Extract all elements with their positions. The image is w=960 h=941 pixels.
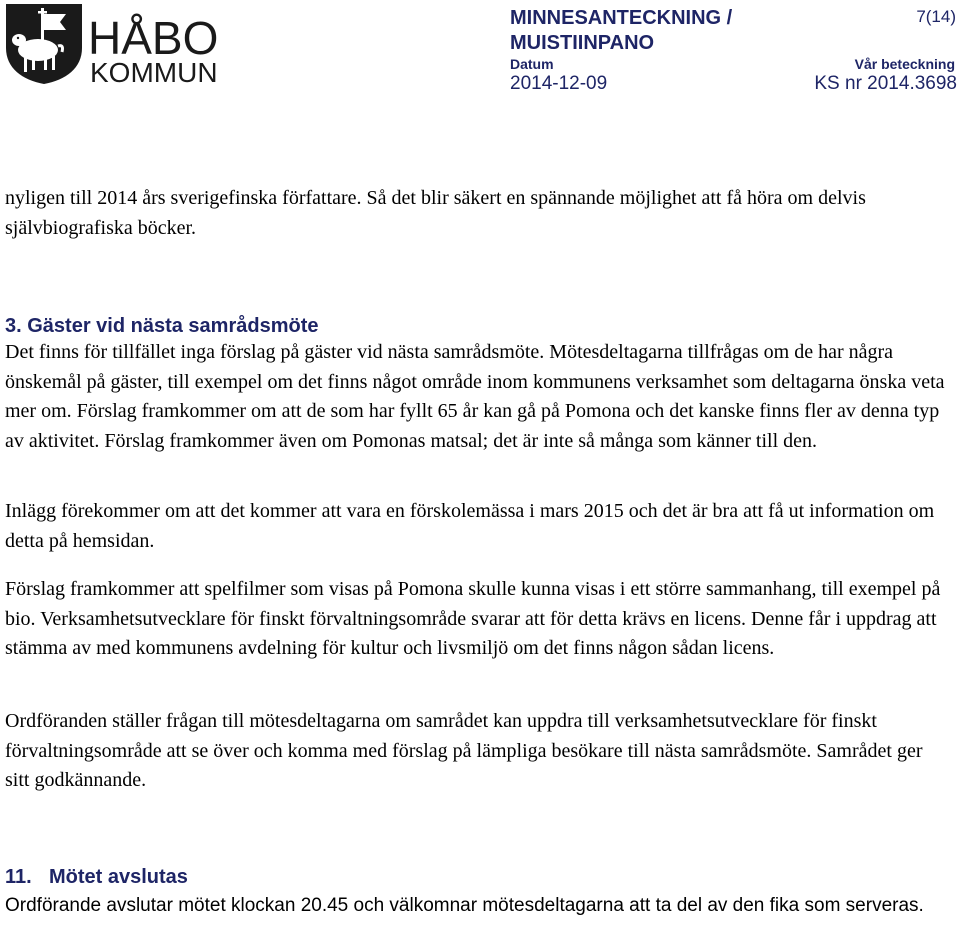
section-3-paragraph-1: Det finns för tillfället inga förslag på gäster vid nästa samrådsmöte. Mötesdeltagarna tillfrågas om de har några önskemål på gäster, till exempel om det finns något område inom kommunens verksamhet som deltagarna önska veta mer om. Förslag framkommer om att de som har fyllt 65 år kan gå på Pomona och det kanske finns fler av denna typ av aktivitet. Förslag framkommer även om Pomonas matsal; det är inte så många som känner till den.: [5, 341, 945, 452]
section-3-paragraph-2: Inlägg förekommer om att det kommer att vara en förskolemässa i mars 2015 och det är bra att få ut information om detta på hemsidan.: [5, 500, 935, 552]
logo-name: HÅBO: [88, 12, 219, 64]
section-3-paragraph-4: Ordföranden ställer frågan till mötesdeltagarna om samrådet kan uppdra till verksamhetsutvecklare för finskt förvaltningsområde att se över och komma med förslag på lämpliga besökare till nästa samrådsmöte. Samrådet ger sitt godkännande.: [5, 710, 923, 791]
section-3-heading: 3. Gäster vid nästa samrådsmöte: [5, 315, 319, 337]
reference-label: Vår beteckning: [854, 56, 955, 72]
logo-subname: KOMMUN: [90, 57, 218, 86]
section-11-paragraph: Ordförande avslutar mötet klockan 20.45 och välkomnar mötesdeltagarna att ta del av den fika som serveras.: [5, 895, 924, 916]
intro-paragraph: nyligen till 2014 års sverigefinska författare. Så det blir säkert en spännande möjlighet att få höra om delvis självbiografiska böcker.: [5, 187, 866, 239]
lamb-with-banner-emblem-icon: [4, 2, 84, 86]
date-label: Datum: [510, 56, 554, 72]
section-3-paragraph-3: Förslag framkommer att spelfilmer som visas på Pomona skulle kunna visas i ett större sammanhang, till exempel på bio. Verksamhetsutvecklare för finskt förvaltningsområde svarar att för detta krävs en licens. Denne får i uppdrag att stämma av med kommunens avdelning för kultur och livsmiljö om det finns någon sådan licens.: [5, 578, 941, 659]
section-11-number: 11.: [5, 866, 32, 888]
habo-kommun-wordmark: [86, 6, 232, 86]
date-value: 2014-12-09: [510, 73, 608, 94]
section-11-heading: [5, 864, 188, 890]
reference-value: KS nr 2014.3698: [814, 73, 957, 94]
page-number: 7(14): [916, 7, 956, 26]
habo-kommun-logo: [4, 2, 230, 86]
section-11-title: Mötet avslutas: [49, 866, 188, 888]
document-type-title: MINNESANTECKNING / MUISTIINPANO: [510, 7, 733, 54]
